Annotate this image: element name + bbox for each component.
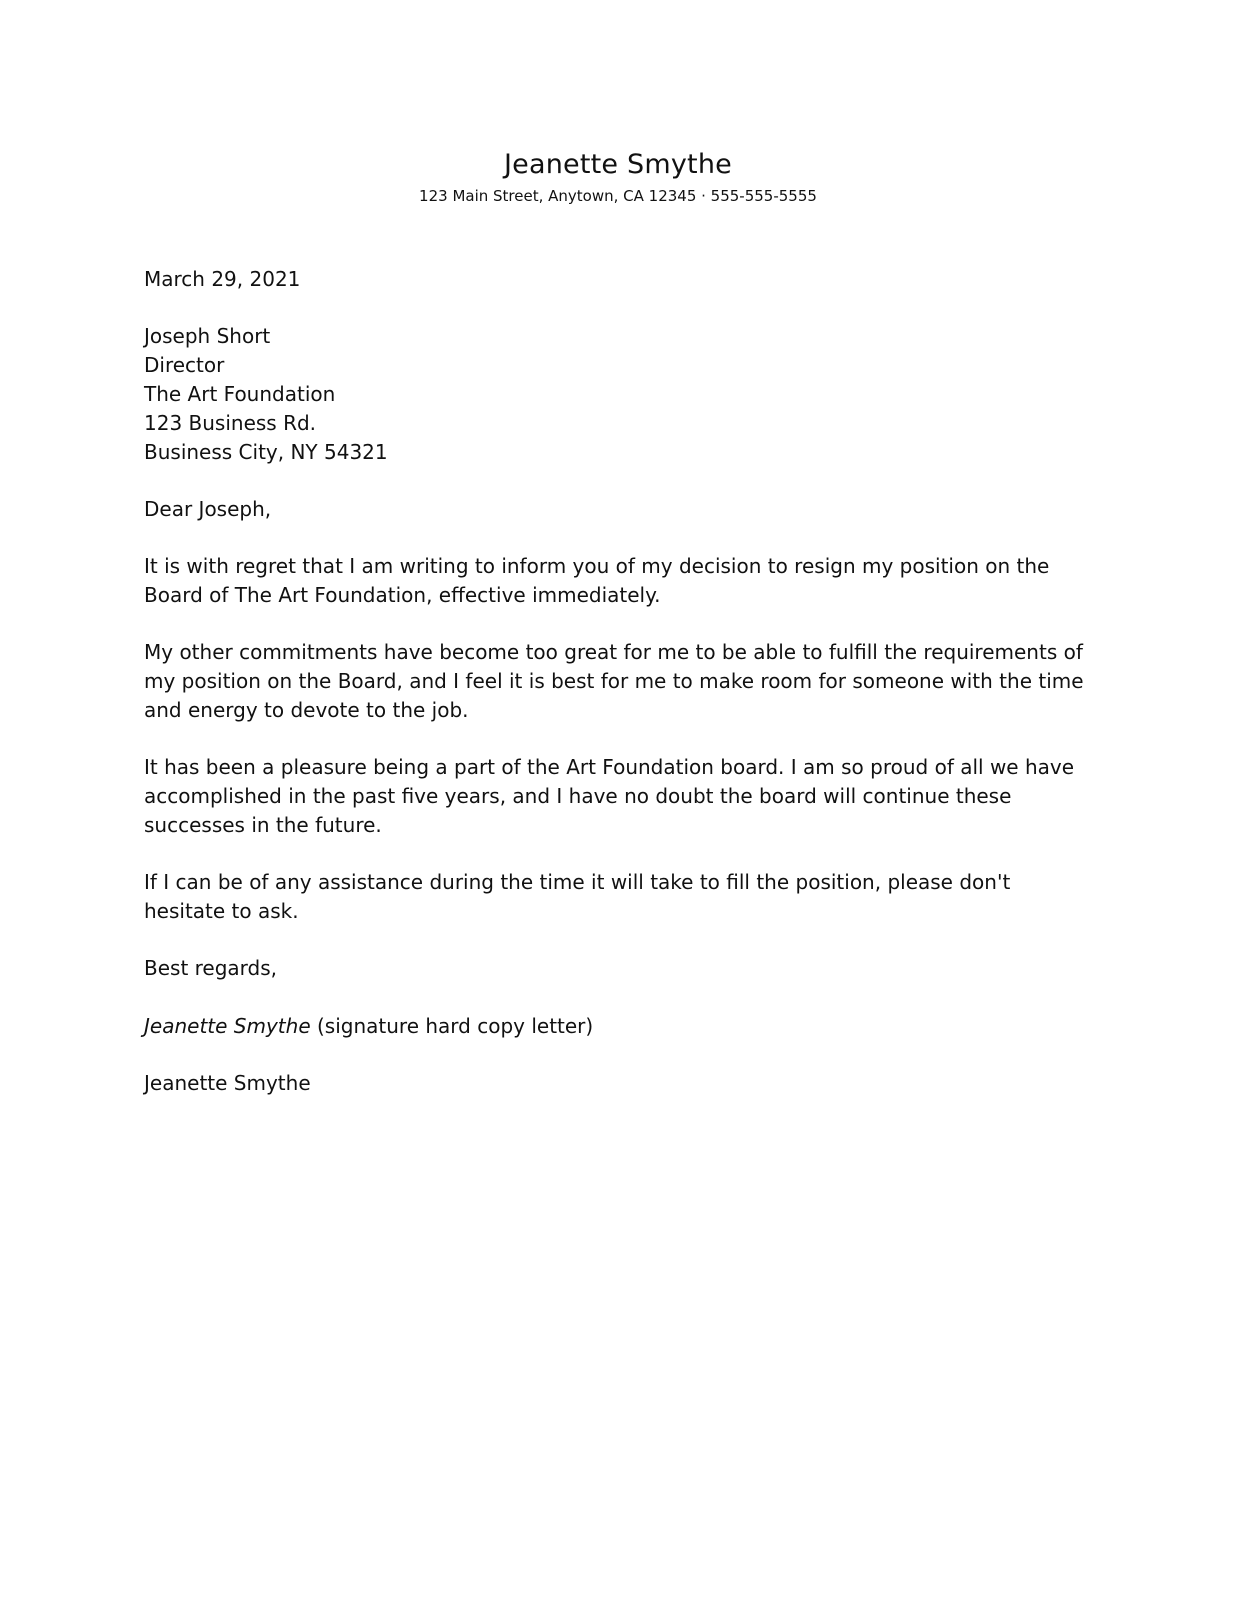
letterhead: [0, 148, 1236, 206]
paragraph: It is with regret that I am writing to inform you of my decision to resign my position on the Board of The Art Foundation, effective immediately.: [144, 554, 1050, 607]
recipient-city: Business City, NY 54321: [144, 440, 388, 464]
typed-name: Jeanette Smythe: [144, 1071, 311, 1095]
paragraph: If I can be of any assistance during the time it will take to fill the position, please don't hesitate to ask.: [144, 870, 1011, 923]
letter-body: [144, 265, 1084, 1098]
letter-date: March 29, 2021: [144, 267, 301, 291]
recipient-name: Joseph Short: [144, 324, 271, 348]
signature-line: [144, 1012, 1084, 1041]
sender-contact: 123 Main Street, Anytown, CA 12345 · 555-555-5555: [419, 187, 817, 205]
recipient-street: 123 Business Rd.: [144, 411, 317, 435]
salutation: Dear Joseph,: [144, 497, 272, 521]
recipient-address: [144, 322, 1084, 467]
signature-note: (signature hard copy letter): [310, 1014, 594, 1038]
signature-italic: Jeanette Smythe: [144, 1014, 311, 1038]
paragraph: It has been a pleasure being a part of the Art Foundation board. I am so proud of all we have accomplished in the past five years, and I have no doubt the board will continue these successes in the future.: [144, 755, 1075, 837]
paragraph: My other commitments have become too great for me to be able to fulfill the requirements of my position on the Board, and I feel it is best for me to make room for someone with the time and energy to devote to the job.: [144, 640, 1084, 722]
recipient-title: Director: [144, 353, 225, 377]
recipient-organization: The Art Foundation: [144, 382, 336, 406]
sender-name: Jeanette Smythe: [504, 149, 732, 180]
closing: Best regards,: [144, 956, 278, 980]
